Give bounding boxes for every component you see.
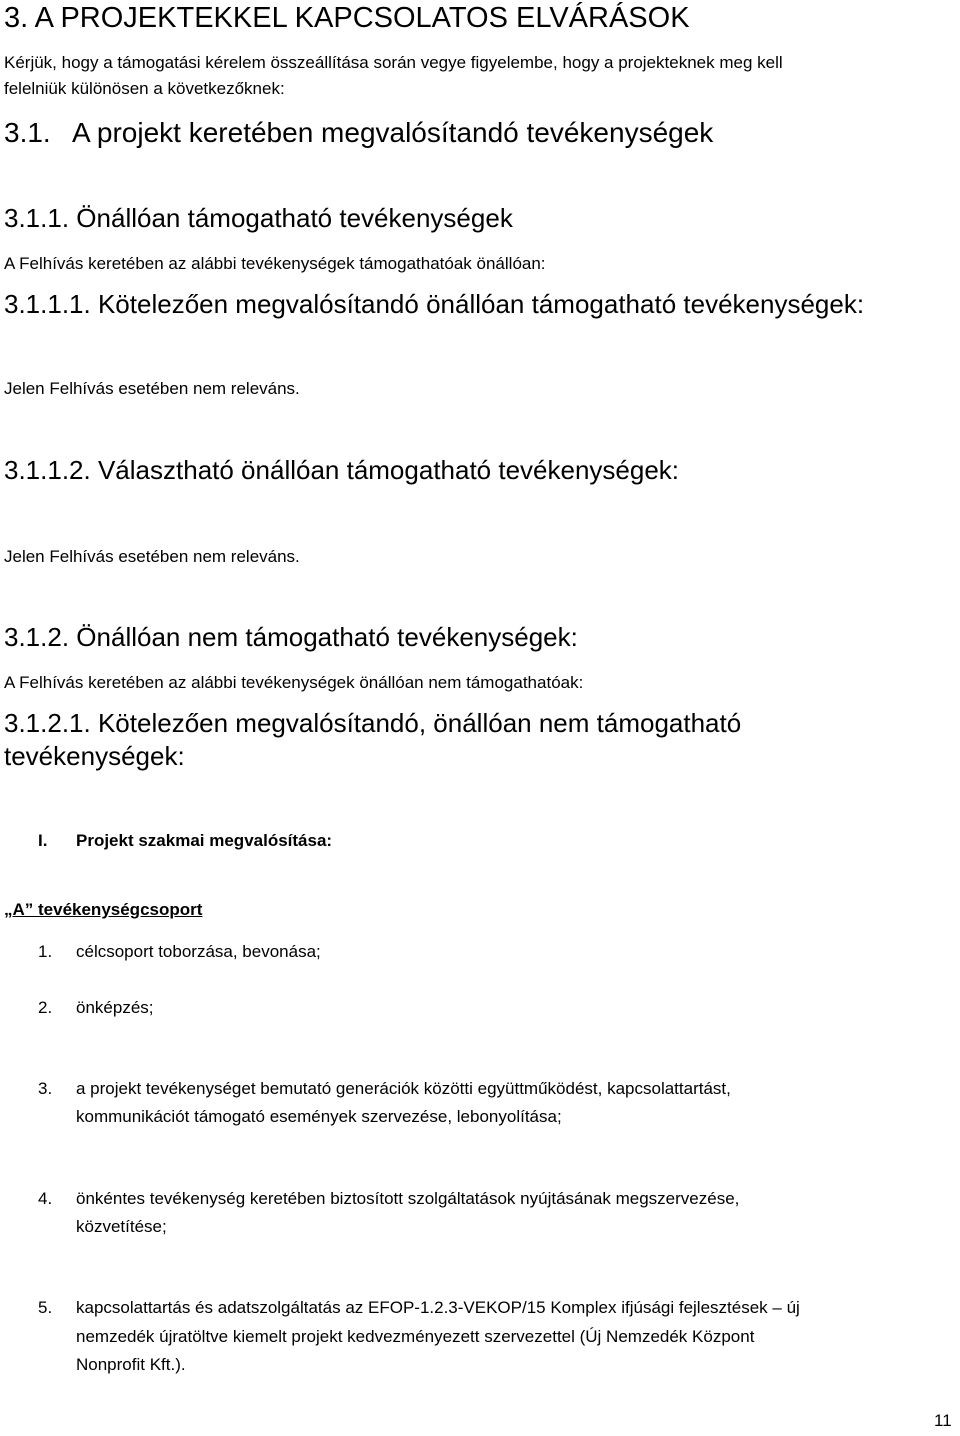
list-item-text-line-1: kapcsolattartás és adatszolgáltatás az EFOP-1.2.3-VEKOP/15 Komplex ifjúsági fejlesztések – új — [76, 1298, 800, 1317]
intro-line-1: Kérjük, hogy a támogatási kérelem összeállítása során vegye figyelembe, hogy a projekteknek meg kell — [4, 53, 783, 72]
heading-3-1-1 — [4, 203, 513, 233]
heading-3-1 — [4, 117, 713, 149]
list-item-text: önképzés; — [76, 998, 154, 1017]
heading-title: Választható önállóan támogatható tevékenységek: — [97, 455, 680, 485]
heading-number: 3.1.1.1. — [4, 289, 91, 319]
heading-title: A PROJEKTEKKEL KAPCSOLATOS ELVÁRÁSOK — [34, 2, 690, 34]
text-3-1-1-1: Jelen Felhívás esetében nem releváns. — [4, 379, 300, 398]
list-item-number: 2. — [38, 998, 53, 1017]
section-i-title: Projekt szakmai megvalósítása: — [76, 831, 333, 850]
list-item-number: 3. — [38, 1079, 53, 1098]
list-item-number: 5. — [38, 1298, 53, 1317]
list-item-number: 4. — [38, 1189, 53, 1208]
heading-number: 3.1. — [4, 117, 51, 148]
text-3-1-1: A Felhívás keretében az alábbi tevékenységek támogathatóak önállóan: — [4, 254, 546, 273]
heading-number: 3. — [4, 2, 29, 34]
heading-3-1-1-2 — [4, 455, 679, 485]
heading-3-1-1-1 — [4, 289, 864, 319]
heading-title: Önállóan nem támogatható tevékenységek: — [76, 622, 578, 652]
group-a-heading: „A” tevékenységcsoport — [4, 900, 203, 919]
heading-number: 3.1.1. — [4, 203, 70, 233]
heading-3-1-2 — [4, 622, 578, 652]
heading-number: 3.1.1.2. — [4, 455, 91, 485]
heading-title: Kötelezően megvalósítandó önállóan támogatható tevékenységek: — [97, 289, 865, 319]
list-item-text: célcsoport toborzása, bevonása; — [76, 942, 321, 961]
text-3-1-2: A Felhívás keretében az alábbi tevékenységek önállóan nem támogathatóak: — [4, 673, 584, 692]
heading-number: 3.1.2. — [4, 622, 70, 652]
list-item-text-line-3: Nonprofit Kft.). — [76, 1355, 186, 1374]
list-item-number: 1. — [38, 942, 53, 961]
heading-title-line-1: Kötelezően megvalósítandó, önállóan nem támogatható — [97, 708, 742, 738]
text-3-1-1-2: Jelen Felhívás esetében nem releváns. — [4, 547, 300, 566]
list-item-text-line-1: önkéntes tevékenység keretében biztosított szolgáltatások nyújtásának megszervezése, — [76, 1189, 740, 1208]
heading-number: 3.1.2.1. — [4, 708, 91, 738]
heading-title: A projekt keretében megvalósítandó tevékenységek — [72, 117, 714, 148]
heading-3-1-2-1 — [4, 708, 741, 738]
heading-3 — [4, 2, 690, 34]
list-item-text-line-2: nemzedék újratöltve kiemelt projekt kedvezményezett szervezettel (Új Nemzedék Központ — [76, 1327, 755, 1346]
list-item-text-line-1: a projekt tevékenységet bemutató generációk közötti együttműködést, kapcsolattartást, — [76, 1079, 731, 1098]
heading-3-1-2-1-line-2: tevékenységek: — [4, 741, 185, 771]
list-item-text-line-2: közvetítése; — [76, 1217, 167, 1236]
page-number: 11 — [934, 1411, 952, 1430]
list-item-text-line-2: kommunikációt támogató események szervezése, lebonyolítása; — [76, 1107, 562, 1126]
section-i-number: I. — [38, 831, 48, 850]
intro-line-2: felelniük különösen a következőknek: — [4, 79, 285, 98]
heading-title: Önállóan támogatható tevékenységek — [76, 203, 513, 233]
